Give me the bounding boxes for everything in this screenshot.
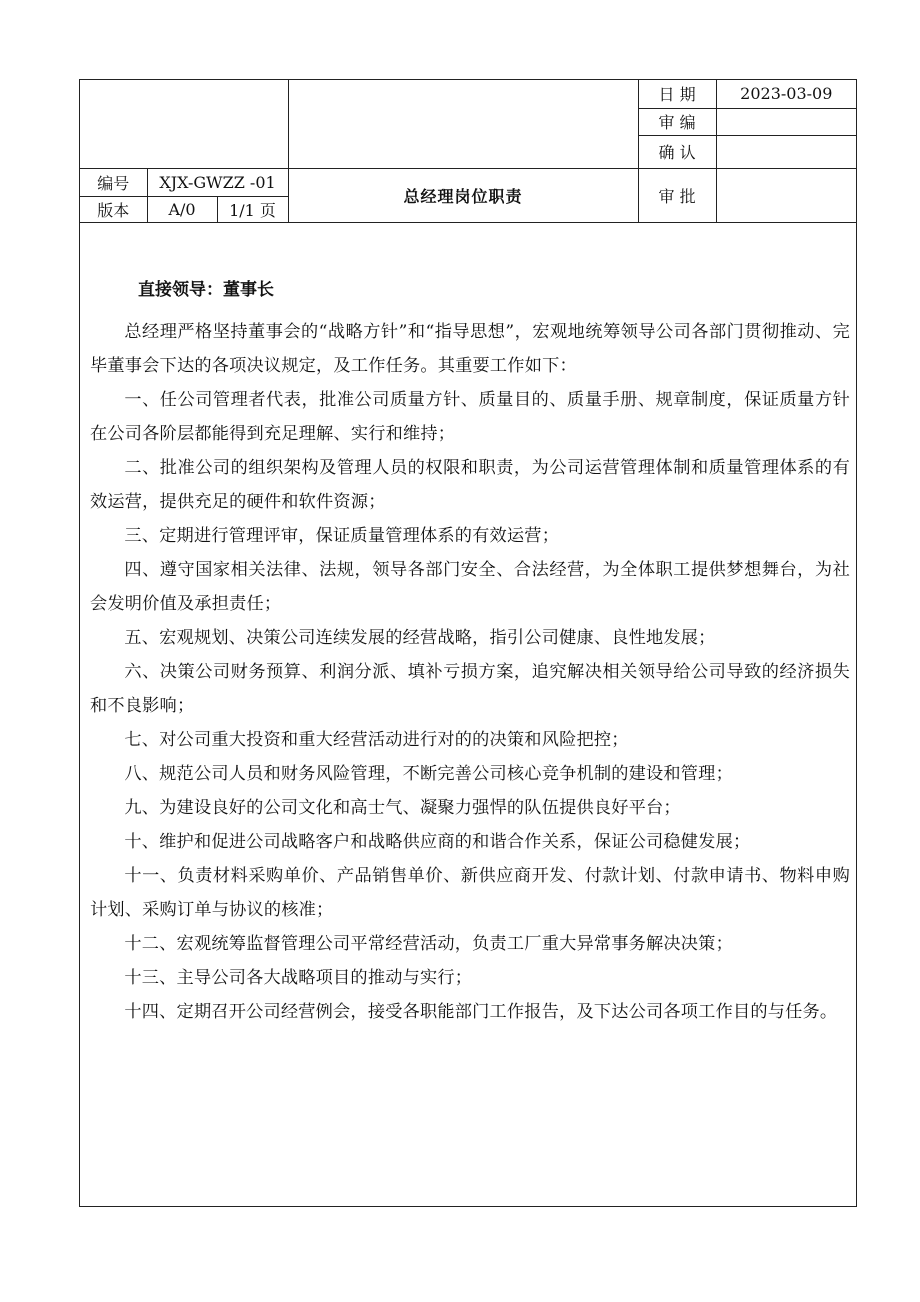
version-value: A/0 [147,196,217,222]
duty-item: 一、任公司管理者代表，批准公司质量方针、质量目的、质量手册、规章制度，保证质量方针在公司各阶层都能得到充足理解、实行和维持； [90,390,850,444]
duty-item: 四、遵守国家相关法律、法规，领导各部门安全、合法经营，为全体职工提供梦想舞台，为社会发明价值及承担责任； [90,560,850,614]
duty-list [90,315,850,1029]
confirm-value [716,135,856,168]
direct-leader: 直接领导：董事长 [138,280,274,300]
approve-label: 审 批 [638,168,716,222]
duty-item: 七、对公司重大投资和重大经营活动进行对的的决策和风险把控； [124,730,629,750]
date-value: 2023-03-09 [716,80,856,108]
duty-item: 二、批准公司的组织架构及管理人员的权限和职责，为公司运营管理体制和质量管理体系的有效运营，提供充足的硬件和软件资源； [90,458,850,512]
version-label: 版本 [80,196,147,222]
duty-item: 三、定期进行管理评审，保证质量管理体系的有效运营； [124,526,560,546]
document-frame [79,79,857,1207]
header-table [80,80,856,223]
duty-item: 五、宏观规划、决策公司连续发展的经营战略，指引公司健康、良性地发展； [124,628,716,648]
code-value: XJX-GWZZ -01 [147,168,288,196]
duty-item: 十四、定期召开公司经营例会，接受各职能部门工作报告，及下达公司各项工作目的与任务。 [124,1002,838,1022]
duty-item: 十三、主导公司各大战略项目的推动与实行； [124,968,473,988]
duty-item: 十一、负责材料采购单价、产品销售单价、新供应商开发、付款计划、付款申请书、物料申购计划、采购订单与协议的核准； [90,866,850,920]
page-value: 1/1 页 [217,196,288,222]
approve-value [716,168,856,222]
duty-item: 八、规范公司人员和财务风险管理，不断完善公司核心竞争机制的建设和管理； [124,764,733,784]
edit-label: 审 编 [638,108,716,135]
duty-item: 十、维护和促进公司战略客户和战略供应商的和谐合作关系，保证公司稳健发展； [124,832,751,852]
code-label: 编号 [80,168,147,196]
intro-paragraph: 总经理严格坚持董事会的“战略方针”和“指导思想”，宏观地统筹领导公司各部门贯彻推动、完毕董事会下达的各项决议规定，及工作任务。其重要工作如下： [90,322,850,376]
blank-cell [288,80,638,168]
edit-value [716,108,856,135]
document-title: 总经理岗位职责 [288,168,638,222]
duty-item: 九、为建设良好的公司文化和高士气、凝聚力强悍的队伍提供良好平台； [124,798,681,818]
logo-cell [80,80,288,168]
duty-item: 十二、宏观统筹监督管理公司平常经营活动，负责工厂重大异常事务解决决策； [124,934,733,954]
duty-item: 六、决策公司财务预算、利润分派、填补亏损方案，追究解决相关领导给公司导致的经济损失和不良影响； [90,662,850,716]
date-label: 日 期 [638,80,716,108]
confirm-label: 确 认 [638,135,716,168]
